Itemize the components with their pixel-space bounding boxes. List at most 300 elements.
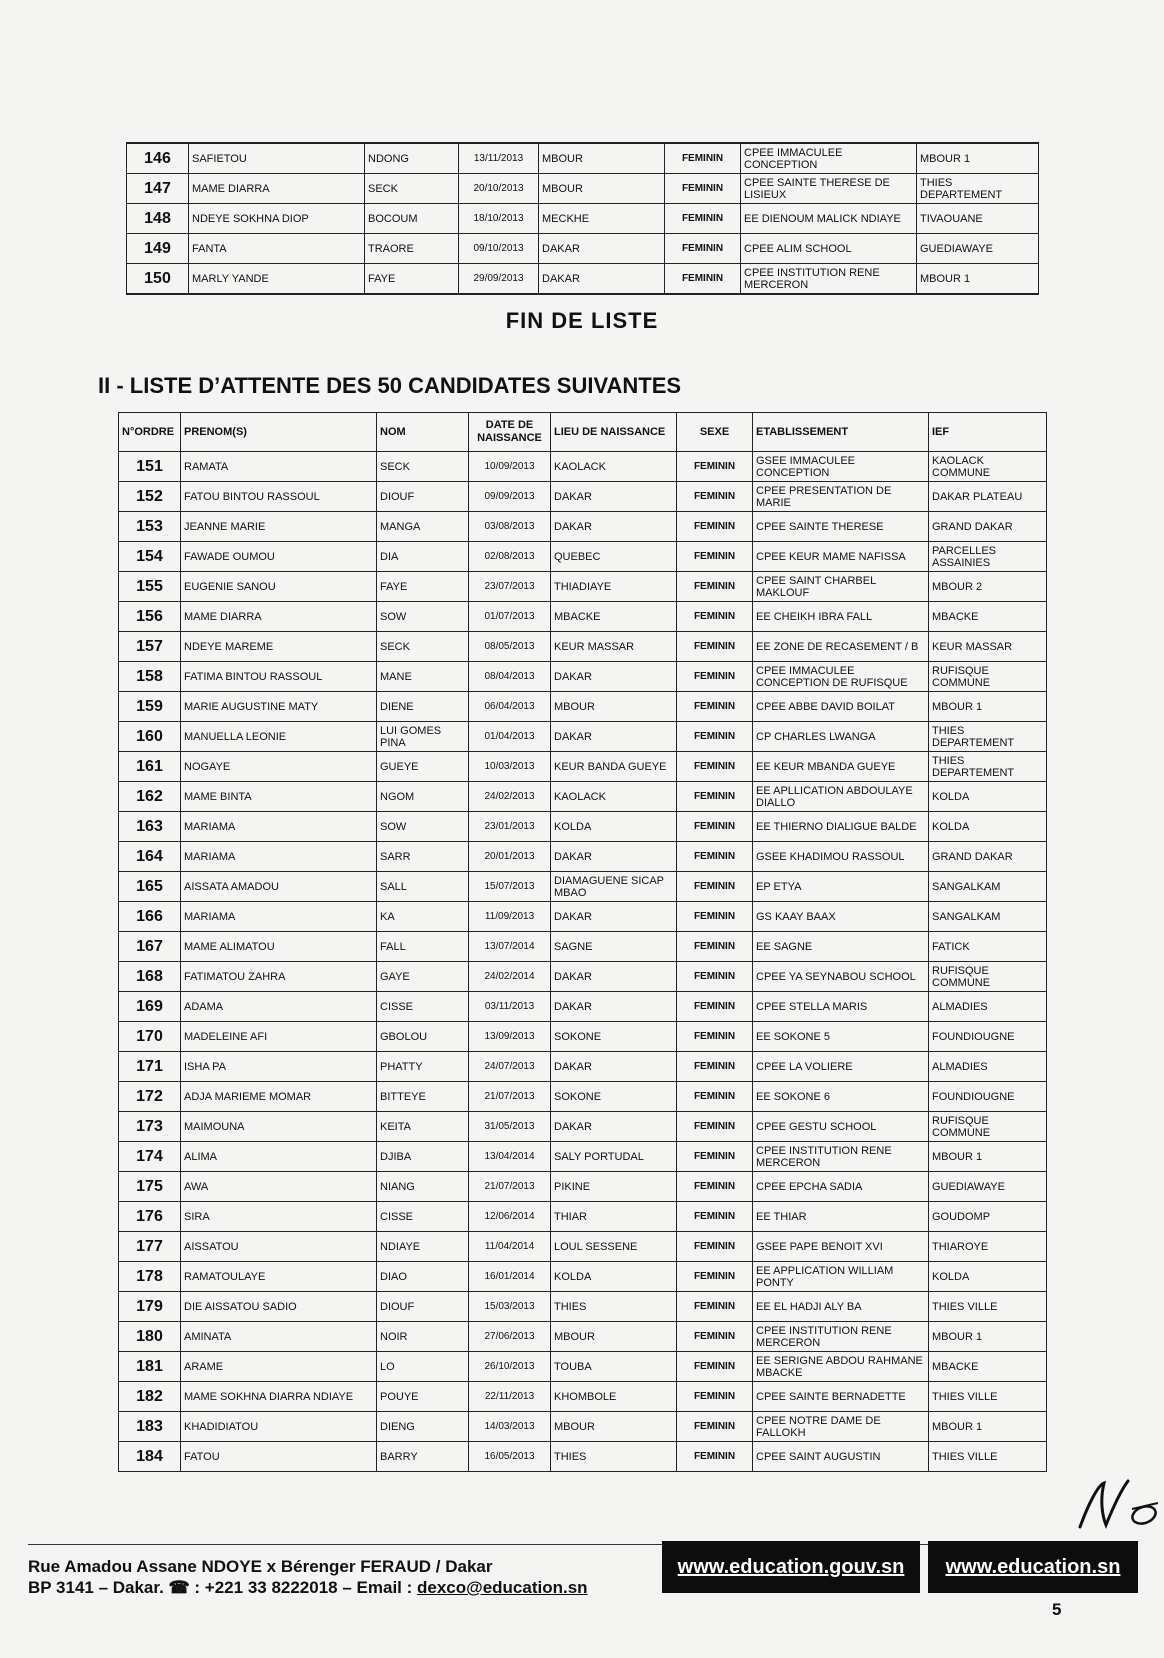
cell-etablissement: GSEE PAPE BENOIT XVI (753, 1232, 929, 1262)
cell-date: 03/11/2013 (469, 992, 551, 1022)
cell-sexe: FEMININ (677, 512, 753, 542)
cell-etablissement: EE SERIGNE ABDOU RAHMANE MBACKE (753, 1352, 929, 1382)
cell-nom: MANE (377, 662, 469, 692)
cell-sexe: FEMININ (677, 542, 753, 572)
cell-nom: DIA (377, 542, 469, 572)
cell-nom: CISSE (377, 1202, 469, 1232)
cell-prenom: AWA (181, 1172, 377, 1202)
table-row (119, 1202, 1047, 1232)
cell-etablissement: CPEE YA SEYNABOU SCHOOL (753, 962, 929, 992)
cell-etablissement: EE DIENOUM MALICK NDIAYE (741, 204, 917, 234)
cell-date: 15/07/2013 (469, 872, 551, 902)
cell-prenom: RAMATA (181, 452, 377, 482)
cell-date: 27/06/2013 (469, 1322, 551, 1352)
cell-ordre: 182 (119, 1382, 181, 1412)
cell-ief: KOLDA (929, 1262, 1047, 1292)
cell-sexe: FEMININ (677, 1292, 753, 1322)
cell-ordre: 180 (119, 1322, 181, 1352)
cell-prenom: EUGENIE SANOU (181, 572, 377, 602)
cell-date: 24/02/2014 (469, 962, 551, 992)
cell-lieu: MBOUR (551, 1412, 677, 1442)
cell-sexe: FEMININ (677, 1262, 753, 1292)
table-row (119, 1292, 1047, 1322)
cell-nom: POUYE (377, 1382, 469, 1412)
cell-etablissement: EE KEUR MBANDA GUEYE (753, 752, 929, 782)
cell-ief: THIAROYE (929, 1232, 1047, 1262)
cell-prenom: MAIMOUNA (181, 1112, 377, 1142)
cell-ordre: 159 (119, 692, 181, 722)
cell-nom: DIOUF (377, 482, 469, 512)
table-row (127, 143, 1039, 174)
table-row (119, 902, 1047, 932)
cell-ordre: 183 (119, 1412, 181, 1442)
cell-nom: DIENG (377, 1412, 469, 1442)
cell-etablissement: EE SOKONE 5 (753, 1022, 929, 1052)
cell-date: 23/07/2013 (469, 572, 551, 602)
cell-ordre: 154 (119, 542, 181, 572)
cell-ordre: 156 (119, 602, 181, 632)
cell-date: 31/05/2013 (469, 1112, 551, 1142)
cell-prenom: NDEYE MAREME (181, 632, 377, 662)
cell-date: 20/01/2013 (469, 842, 551, 872)
cell-sexe: FEMININ (677, 962, 753, 992)
cell-lieu: DIAMAGUENE SICAP MBAO (551, 872, 677, 902)
table-row (119, 1082, 1047, 1112)
cell-lieu: SOKONE (551, 1082, 677, 1112)
cell-lieu: DAKAR (551, 962, 677, 992)
cell-prenom: ISHA PA (181, 1052, 377, 1082)
cell-date: 02/08/2013 (469, 542, 551, 572)
header-ief: IEF (929, 413, 1047, 452)
cell-lieu: DAKAR (551, 512, 677, 542)
cell-etablissement: CPEE SAINTE THERESE DE LISIEUX (741, 174, 917, 204)
cell-nom: SOW (377, 602, 469, 632)
cell-ordre: 168 (119, 962, 181, 992)
cell-date: 21/07/2013 (469, 1172, 551, 1202)
cell-lieu: KEUR BANDA GUEYE (551, 752, 677, 782)
cell-ordre: 178 (119, 1262, 181, 1292)
table-row (119, 692, 1047, 722)
cell-sexe: FEMININ (665, 264, 741, 295)
table-row (119, 1382, 1047, 1412)
cell-etablissement: EE CHEIKH IBRA FALL (753, 602, 929, 632)
address-line-2 (28, 1577, 588, 1598)
cell-date: 10/03/2013 (469, 752, 551, 782)
cell-sexe: FEMININ (677, 482, 753, 512)
cell-ief: MBOUR 1 (929, 1322, 1047, 1352)
cell-lieu: THIES (551, 1292, 677, 1322)
table-row (119, 512, 1047, 542)
cell-date: 01/04/2013 (469, 722, 551, 752)
cell-date: 13/04/2014 (469, 1142, 551, 1172)
cell-ordre: 162 (119, 782, 181, 812)
cell-sexe: FEMININ (677, 992, 753, 1022)
cell-ief: GUEDIAWAYE (929, 1172, 1047, 1202)
cell-sexe: FEMININ (677, 1022, 753, 1052)
cell-prenom: SIRA (181, 1202, 377, 1232)
cell-sexe: FEMININ (677, 902, 753, 932)
cell-lieu: KAOLACK (551, 452, 677, 482)
waiting-list-body (119, 452, 1047, 1472)
cell-ief: THIES DEPARTEMENT (917, 174, 1039, 204)
cell-prenom: FATOU BINTOU RASSOUL (181, 482, 377, 512)
cell-sexe: FEMININ (677, 602, 753, 632)
cell-nom: NOIR (377, 1322, 469, 1352)
cell-ief: MBOUR 1 (917, 264, 1039, 295)
cell-ordre: 152 (119, 482, 181, 512)
cell-sexe: FEMININ (677, 1412, 753, 1442)
table-row (119, 572, 1047, 602)
cell-lieu: MBOUR (539, 174, 665, 204)
table-row (119, 1412, 1047, 1442)
cell-etablissement: CPEE NOTRE DAME DE FALLOKH (753, 1412, 929, 1442)
cell-ordre: 157 (119, 632, 181, 662)
cell-lieu: DAKAR (551, 842, 677, 872)
cell-ief: ALMADIES (929, 992, 1047, 1022)
cell-ief: PARCELLES ASSAINIES (929, 542, 1047, 572)
cell-nom: GAYE (377, 962, 469, 992)
cell-date: 03/08/2013 (469, 512, 551, 542)
cell-ief: FOUNDIOUGNE (929, 1022, 1047, 1052)
cell-ordre: 171 (119, 1052, 181, 1082)
cell-lieu: DAKAR (551, 662, 677, 692)
cell-ief: RUFISQUE COMMUNE (929, 962, 1047, 992)
cell-etablissement: CPEE LA VOLIERE (753, 1052, 929, 1082)
address-line-1: Rue Amadou Assane NDOYE x Bérenger FERAUD / Dakar (28, 1557, 493, 1576)
cell-date: 23/01/2013 (469, 812, 551, 842)
table-row (119, 602, 1047, 632)
table-row (119, 1112, 1047, 1142)
cell-nom: NDIAYE (377, 1232, 469, 1262)
cell-sexe: FEMININ (677, 872, 753, 902)
cell-ief: KOLDA (929, 812, 1047, 842)
cell-date: 10/09/2013 (469, 452, 551, 482)
cell-sexe: FEMININ (677, 572, 753, 602)
cell-lieu: PIKINE (551, 1172, 677, 1202)
table-row (119, 722, 1047, 752)
cell-ordre: 160 (119, 722, 181, 752)
cell-ordre: 147 (127, 174, 189, 204)
cell-ordre: 148 (127, 204, 189, 234)
cell-date: 16/05/2013 (469, 1442, 551, 1472)
cell-ief: THIES DEPARTEMENT (929, 752, 1047, 782)
cell-ordre: 151 (119, 452, 181, 482)
table-row (119, 752, 1047, 782)
cell-sexe: FEMININ (677, 1142, 753, 1172)
cell-ordre: 155 (119, 572, 181, 602)
cell-lieu: DAKAR (539, 264, 665, 295)
cell-ordre: 172 (119, 1082, 181, 1112)
table-row (119, 1142, 1047, 1172)
table-row (119, 932, 1047, 962)
cell-etablissement: CPEE KEUR MAME NAFISSA (753, 542, 929, 572)
cell-etablissement: EE EL HADJI ALY BA (753, 1292, 929, 1322)
cell-etablissement: CPEE GESTU SCHOOL (753, 1112, 929, 1142)
cell-ief: SANGALKAM (929, 872, 1047, 902)
cell-date: 20/10/2013 (459, 174, 539, 204)
cell-ordre: 174 (119, 1142, 181, 1172)
header-prenom: PRENOM(S) (181, 413, 377, 452)
cell-etablissement: EE APPLICATION WILLIAM PONTY (753, 1262, 929, 1292)
cell-ief: THIES VILLE (929, 1442, 1047, 1472)
cell-ief: MBOUR 1 (929, 1142, 1047, 1172)
table-row (119, 1052, 1047, 1082)
table-row (119, 1442, 1047, 1472)
website-link-education[interactable]: www.education.sn (928, 1541, 1138, 1593)
end-of-list-label: FIN DE LISTE (505, 308, 659, 333)
cell-lieu: THIADIAYE (551, 572, 677, 602)
header-nom: NOM (377, 413, 469, 452)
cell-ordre: 163 (119, 812, 181, 842)
cell-ordre: 181 (119, 1352, 181, 1382)
cell-nom: LO (377, 1352, 469, 1382)
cell-ordre: 176 (119, 1202, 181, 1232)
cell-etablissement: CPEE EPCHA SADIA (753, 1172, 929, 1202)
email-link[interactable]: dexco@education.sn (417, 1578, 588, 1597)
cell-prenom: ADJA MARIEME MOMAR (181, 1082, 377, 1112)
cell-ief: GUEDIAWAYE (917, 234, 1039, 264)
cell-nom: NGOM (377, 782, 469, 812)
cell-lieu: MBOUR (551, 1322, 677, 1352)
cell-date: 08/05/2013 (469, 632, 551, 662)
table-row (119, 812, 1047, 842)
cell-etablissement: EE THIERNO DIALIGUE BALDE (753, 812, 929, 842)
cell-ordre: 167 (119, 932, 181, 962)
cell-nom: PHATTY (377, 1052, 469, 1082)
handwritten-signature (1070, 1475, 1160, 1535)
cell-sexe: FEMININ (677, 662, 753, 692)
cell-etablissement: CPEE IMMACULEE CONCEPTION DE RUFISQUE (753, 662, 929, 692)
cell-lieu: DAKAR (551, 1052, 677, 1082)
cell-prenom: KHADIDIATOU (181, 1412, 377, 1442)
cell-nom: NDONG (365, 143, 459, 174)
cell-ief: SANGALKAM (929, 902, 1047, 932)
cell-date: 13/09/2013 (469, 1022, 551, 1052)
cell-ief: RUFISQUE COMMUNE (929, 1112, 1047, 1142)
cell-sexe: FEMININ (677, 1232, 753, 1262)
cell-lieu: MBOUR (539, 143, 665, 174)
cell-date: 18/10/2013 (459, 204, 539, 234)
cell-ief: THIES DEPARTEMENT (929, 722, 1047, 752)
cell-etablissement: GSEE KHADIMOU RASSOUL (753, 842, 929, 872)
cell-ordre: 177 (119, 1232, 181, 1262)
table-row (127, 264, 1039, 295)
table-row (127, 204, 1039, 234)
cell-prenom: JEANNE MARIE (181, 512, 377, 542)
cell-ordre: 165 (119, 872, 181, 902)
cell-nom: MANGA (377, 512, 469, 542)
table-row (119, 962, 1047, 992)
address-contact: BP 3141 – Dakar. ☎ : +221 33 8222018 – Email : (28, 1578, 417, 1597)
cell-sexe: FEMININ (677, 1442, 753, 1472)
cell-sexe: FEMININ (665, 143, 741, 174)
cell-sexe: FEMININ (677, 1352, 753, 1382)
cell-lieu: TOUBA (551, 1352, 677, 1382)
cell-lieu: THIES (551, 1442, 677, 1472)
cell-prenom: ADAMA (181, 992, 377, 1022)
cell-lieu: SAGNE (551, 932, 677, 962)
table-row (119, 1232, 1047, 1262)
table-row (119, 1262, 1047, 1292)
cell-nom: SECK (365, 174, 459, 204)
cell-prenom: AISSATA AMADOU (181, 872, 377, 902)
cell-lieu: THIAR (551, 1202, 677, 1232)
cell-ief: TIVAOUANE (917, 204, 1039, 234)
cell-ordre: 184 (119, 1442, 181, 1472)
cell-lieu: DAKAR (551, 1112, 677, 1142)
cell-nom: CISSE (377, 992, 469, 1022)
cell-prenom: SAFIETOU (189, 143, 365, 174)
cell-date: 21/07/2013 (469, 1082, 551, 1112)
table-row (119, 1352, 1047, 1382)
cell-ief: DAKAR PLATEAU (929, 482, 1047, 512)
cell-nom: FAYE (365, 264, 459, 295)
cell-etablissement: CPEE ABBE DAVID BOILAT (753, 692, 929, 722)
cell-ief: MBOUR 2 (929, 572, 1047, 602)
cell-date: 16/01/2014 (469, 1262, 551, 1292)
cell-nom: BARRY (377, 1442, 469, 1472)
header-ordre: N°ORDRE (119, 413, 181, 452)
cell-nom: KA (377, 902, 469, 932)
table-header-row (119, 413, 1047, 452)
cell-ief: ALMADIES (929, 1052, 1047, 1082)
cell-ief: MBOUR 1 (929, 692, 1047, 722)
footer-address (28, 1556, 588, 1598)
table-row (119, 1022, 1047, 1052)
cell-etablissement: EE ZONE DE RECASEMENT / B (753, 632, 929, 662)
table-row (119, 842, 1047, 872)
cell-lieu: KEUR MASSAR (551, 632, 677, 662)
cell-sexe: FEMININ (665, 174, 741, 204)
cell-ief: MBOUR 1 (929, 1412, 1047, 1442)
cell-ordre: 150 (127, 264, 189, 295)
cell-ordre: 173 (119, 1112, 181, 1142)
cell-nom: DIOUF (377, 1292, 469, 1322)
table-row (119, 632, 1047, 662)
page-number: 5 (1052, 1600, 1062, 1619)
website-link-gouv[interactable]: www.education.gouv.sn (662, 1541, 920, 1593)
cell-nom: GUEYE (377, 752, 469, 782)
cell-date: 11/04/2014 (469, 1232, 551, 1262)
cell-prenom: MADELEINE AFI (181, 1022, 377, 1052)
cell-nom: BOCOUM (365, 204, 459, 234)
cell-date: 24/02/2013 (469, 782, 551, 812)
cell-nom: SECK (377, 632, 469, 662)
cell-date: 12/06/2014 (469, 1202, 551, 1232)
waiting-list-table (118, 412, 1047, 1472)
cell-prenom: MARIAMA (181, 842, 377, 872)
cell-sexe: FEMININ (677, 842, 753, 872)
table-row (127, 234, 1039, 264)
cell-lieu: SOKONE (551, 1022, 677, 1052)
cell-ief: MBACKE (929, 1352, 1047, 1382)
cell-etablissement: EE THIAR (753, 1202, 929, 1232)
cell-nom: FALL (377, 932, 469, 962)
cell-date: 14/03/2013 (469, 1412, 551, 1442)
cell-prenom: RAMATOULAYE (181, 1262, 377, 1292)
cell-lieu: MECKHE (539, 204, 665, 234)
cell-ief: GOUDOMP (929, 1202, 1047, 1232)
cell-sexe: FEMININ (677, 1202, 753, 1232)
cell-date: 15/03/2013 (469, 1292, 551, 1322)
cell-ief: FOUNDIOUGNE (929, 1082, 1047, 1112)
table-row (119, 1172, 1047, 1202)
cell-nom: GBOLOU (377, 1022, 469, 1052)
cell-ordre: 146 (127, 143, 189, 174)
cell-nom: DIENE (377, 692, 469, 722)
cell-etablissement: CPEE INSTITUTION RENE MERCERON (753, 1142, 929, 1172)
cell-prenom: ARAME (181, 1352, 377, 1382)
cell-sexe: FEMININ (677, 1382, 753, 1412)
cell-lieu: MBACKE (551, 602, 677, 632)
cell-etablissement: CPEE ALIM SCHOOL (741, 234, 917, 264)
cell-nom: NIANG (377, 1172, 469, 1202)
cell-sexe: FEMININ (677, 752, 753, 782)
table-row (119, 872, 1047, 902)
cell-etablissement: CPEE STELLA MARIS (753, 992, 929, 1022)
cell-ordre: 175 (119, 1172, 181, 1202)
cell-nom: KEITA (377, 1112, 469, 1142)
cell-prenom: FATOU (181, 1442, 377, 1472)
table-row (119, 662, 1047, 692)
cell-nom: SALL (377, 872, 469, 902)
header-sexe: SEXE (677, 413, 753, 452)
cell-prenom: MARLY YANDE (189, 264, 365, 295)
cell-prenom: FANTA (189, 234, 365, 264)
table-row (119, 1322, 1047, 1352)
cell-ief: MBACKE (929, 602, 1047, 632)
cell-etablissement: CPEE SAINTE BERNADETTE (753, 1382, 929, 1412)
cell-lieu: LOUL SESSENE (551, 1232, 677, 1262)
cell-ief: KOLDA (929, 782, 1047, 812)
table-row (119, 992, 1047, 1022)
cell-ordre: 169 (119, 992, 181, 1022)
cell-date: 26/10/2013 (469, 1352, 551, 1382)
cell-date: 09/10/2013 (459, 234, 539, 264)
cell-etablissement: CPEE IMMACULEE CONCEPTION (741, 143, 917, 174)
cell-prenom: NDEYE SOKHNA DIOP (189, 204, 365, 234)
cell-prenom: FAWADE OUMOU (181, 542, 377, 572)
cell-ief: KEUR MASSAR (929, 632, 1047, 662)
cell-sexe: FEMININ (677, 632, 753, 662)
cell-date: 09/09/2013 (469, 482, 551, 512)
cell-prenom: AISSATOU (181, 1232, 377, 1262)
cell-nom: SARR (377, 842, 469, 872)
cell-date: 24/07/2013 (469, 1052, 551, 1082)
cell-etablissement: EE APLLICATION ABDOULAYE DIALLO (753, 782, 929, 812)
cell-ordre: 166 (119, 902, 181, 932)
cell-lieu: DAKAR (539, 234, 665, 264)
cell-ief: GRAND DAKAR (929, 842, 1047, 872)
cell-date: 06/04/2013 (469, 692, 551, 722)
table-row (127, 174, 1039, 204)
cell-ief: KAOLACK COMMUNE (929, 452, 1047, 482)
cell-sexe: FEMININ (677, 722, 753, 752)
cell-nom: TRAORE (365, 234, 459, 264)
cell-prenom: FATIMA BINTOU RASSOUL (181, 662, 377, 692)
cell-prenom: AMINATA (181, 1322, 377, 1352)
cell-ordre: 153 (119, 512, 181, 542)
cell-nom: FAYE (377, 572, 469, 602)
section-title: II - LISTE D’ATTENTE DES 50 CANDIDATES SUIVANTES (98, 373, 682, 398)
cell-sexe: FEMININ (677, 452, 753, 482)
cell-ief: THIES VILLE (929, 1382, 1047, 1412)
cell-lieu: SALY PORTUDAL (551, 1142, 677, 1172)
cell-etablissement: EE SOKONE 6 (753, 1082, 929, 1112)
cell-sexe: FEMININ (677, 1082, 753, 1112)
cell-date: 13/11/2013 (459, 143, 539, 174)
cell-prenom: MARIAMA (181, 812, 377, 842)
